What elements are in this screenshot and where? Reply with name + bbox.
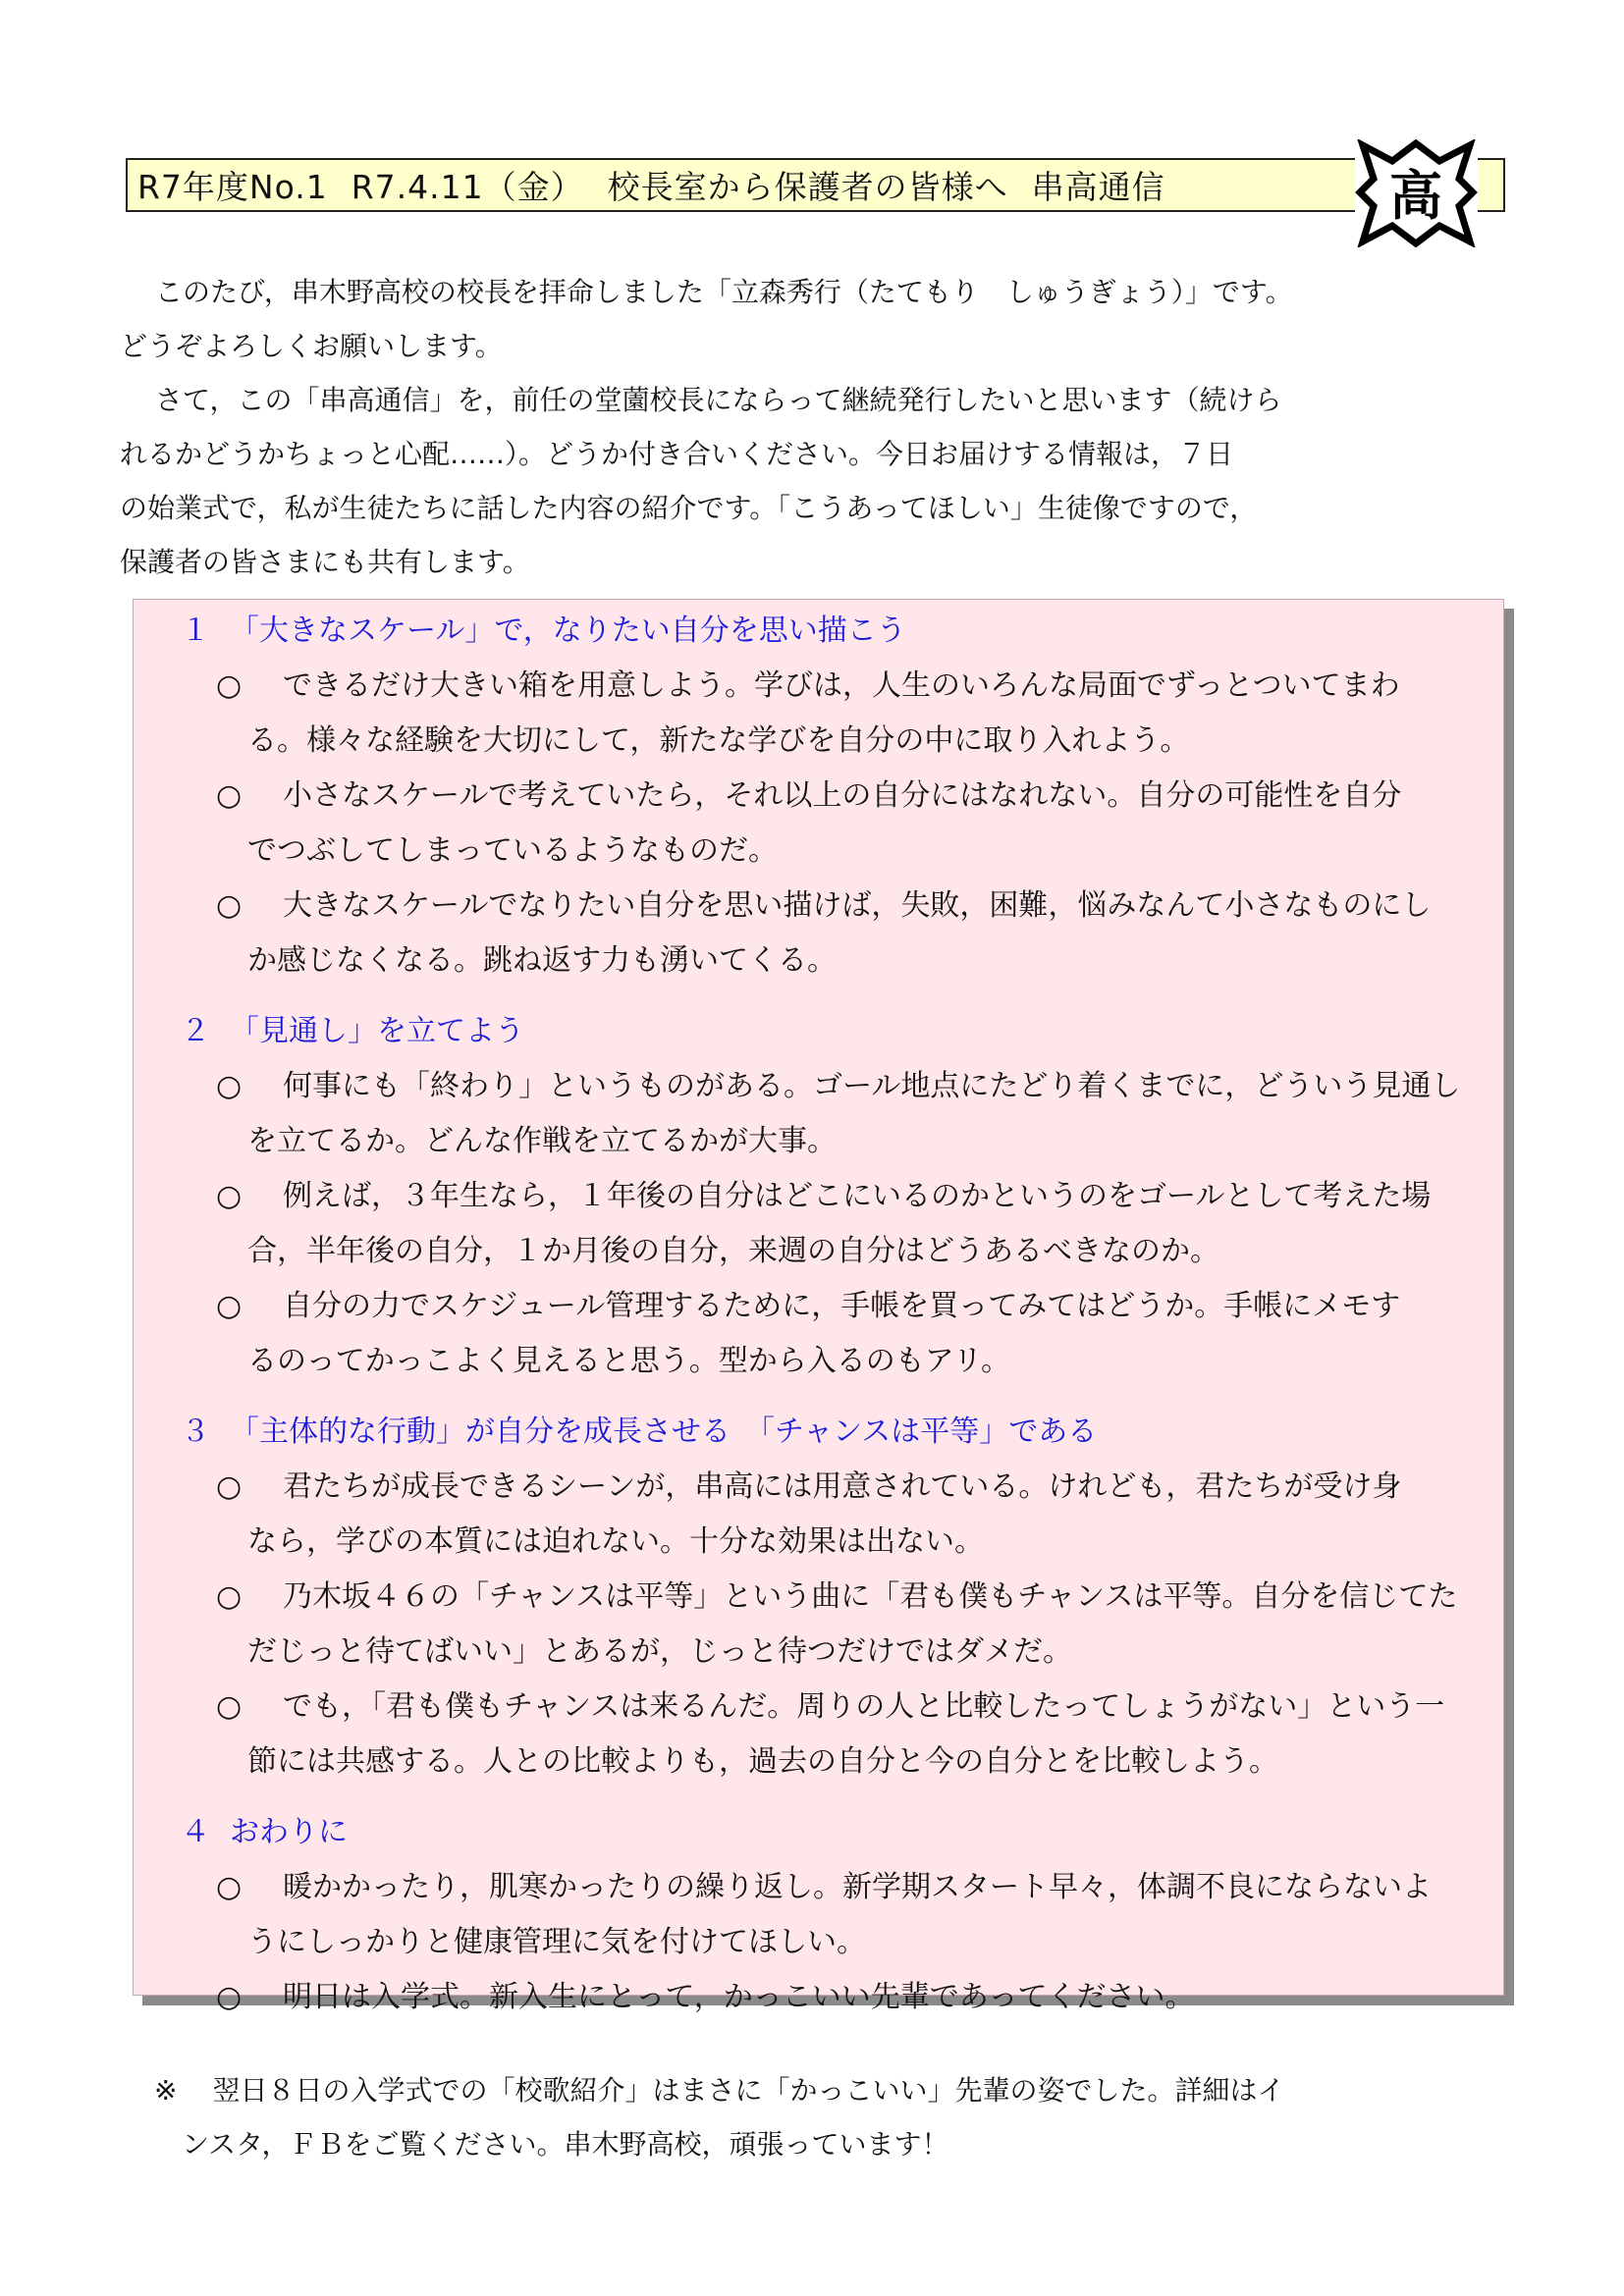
intro-line: の始業式で，私が生徒たちに話した内容の紹介です。「こうあってほしい」生徒像ですので， — [120, 492, 1258, 524]
reference-mark-icon: ※ — [154, 2074, 178, 2107]
section-heading — [181, 612, 906, 651]
section-title: 「主体的な行動」が自分を成長させる 「チャンスは平等」である — [230, 1415, 1098, 1449]
item-text: 例えば，３年生なら，１年後の自分はどこにいるのかというのをゴールとして考えた場 — [283, 1179, 1432, 1213]
content-box — [133, 599, 1504, 2014]
item-text: 大きなスケールでなりたい自分を思い描けば，失敗，困難，悩みなんて小さなものにし — [283, 888, 1432, 923]
list-item-continuation: を立てるか。どんな作戦を立てるかが大事。 — [247, 1124, 837, 1158]
section-number: １ — [181, 614, 210, 648]
intro-line: どうぞよろしくお願いします。 — [120, 330, 503, 362]
section-heading — [181, 1813, 348, 1852]
intro-line: さて，この「串高通信」を，前任の堂薗校長にならって継続発行したいと思います（続けら — [155, 384, 1282, 416]
list-item-continuation: 合，半年後の自分，１か月後の自分，来週の自分はどうあるべきなのか。 — [247, 1234, 1219, 1268]
header-title — [137, 162, 1165, 208]
issue-number: R7年度No.1 — [137, 168, 328, 206]
list-item-continuation: るのってかっこよく見えると思う。型から入るのもアリ。 — [247, 1344, 1010, 1378]
list-item — [216, 667, 1400, 706]
newsletter-name: 串高通信 — [1031, 168, 1165, 206]
circle-bullet-icon: ○ — [216, 1980, 243, 2014]
item-text: 君たちが成長できるシーンが，串高には用意されている。けれども，君たちが受け身 — [283, 1469, 1402, 1504]
newsletter-header — [126, 158, 1505, 212]
school-emblem-icon — [1355, 139, 1478, 247]
item-text: 乃木坂４６の「チャンスは平等」という曲に「君も僕もチャンスは平等。自分を信じてた — [283, 1579, 1458, 1614]
section-heading — [181, 1012, 524, 1051]
item-text: 何事にも「終わり」というものがある。ゴール地点にたどり着くまでに，どういう見通し — [283, 1069, 1461, 1103]
section-title: 「大きなスケール」で，なりたい自分を思い描こう — [230, 614, 906, 648]
section-number: ４ — [181, 1815, 210, 1849]
section-number: ２ — [181, 1014, 210, 1048]
item-text: 自分の力でスケジュール管理するために，手帳を買ってみてはどうか。手帳にメモす — [283, 1289, 1401, 1323]
list-item — [216, 1468, 1401, 1507]
section-title: 「見通し」を立てよう — [230, 1014, 524, 1048]
section-title: おわりに — [230, 1815, 348, 1849]
footnote-text: 翌日８日の入学式での「校歌紹介」はまさに「かっこいい」先輩の姿でした。詳細はイ — [212, 2074, 1285, 2107]
list-item-continuation: る。様々な経験を大切にして，新たな学びを自分の中に取り入れよう。 — [247, 723, 1190, 758]
footnote-line: ンスタ，ＦＢをご覧ください。串木野高校，頑張っています！ — [182, 2128, 949, 2161]
list-item-continuation: なら，学びの本質には迫れない。十分な効果は出ない。 — [247, 1524, 984, 1559]
list-item — [216, 1868, 1432, 1907]
list-item — [216, 776, 1401, 816]
circle-bullet-icon: ○ — [216, 1689, 243, 1724]
item-text: 明日は入学式。新入生にとって，かっこいい先輩であってください。 — [283, 1980, 1195, 2014]
circle-bullet-icon: ○ — [216, 1069, 243, 1103]
circle-bullet-icon: ○ — [216, 778, 243, 813]
intro-line: 保護者の皆さまにも共有します。 — [120, 546, 530, 578]
list-item-continuation: うにしっかりと健康管理に気を付けてほしい。 — [247, 1925, 866, 1959]
footnote — [154, 2063, 1284, 2171]
emblem-character: 高 — [1389, 164, 1442, 227]
section-heading — [181, 1413, 1097, 1452]
circle-bullet-icon: ○ — [216, 1289, 243, 1323]
circle-bullet-icon: ○ — [216, 888, 243, 923]
list-item-continuation: 節には共感する。人との比較よりも，過去の自分と今の自分とを比較しよう。 — [247, 1744, 1278, 1779]
circle-bullet-icon: ○ — [216, 1469, 243, 1504]
header-subtitle: 校長室から保護者の皆様へ — [607, 168, 1008, 206]
list-item — [216, 1067, 1460, 1106]
intro-text — [120, 265, 1514, 589]
circle-bullet-icon: ○ — [216, 1179, 243, 1213]
issue-date: R7.4.11（金） — [351, 168, 584, 206]
circle-bullet-icon: ○ — [216, 1870, 243, 1904]
list-item-continuation: でつぶしてしまっているようなものだ。 — [247, 833, 778, 868]
list-item — [216, 1978, 1195, 2017]
list-item — [216, 886, 1431, 926]
circle-bullet-icon: ○ — [216, 668, 243, 703]
circle-bullet-icon: ○ — [216, 1579, 243, 1614]
item-text: 小さなスケールで考えていたら，それ以上の自分にはなれない。自分の可能性を自分 — [283, 778, 1402, 813]
list-item — [216, 1287, 1400, 1326]
footnote-line — [154, 2063, 1284, 2117]
intro-line: このたび，串木野高校の校長を拝命しました「立森秀行（たてもり しゅうぎょう）」です。 — [155, 276, 1293, 308]
list-item-continuation: か感じなくなる。跳ね返す力も湧いてくる。 — [247, 943, 837, 978]
item-text: できるだけ大きい箱を用意しよう。学びは，人生のいろんな局面でずっとついてまわ — [283, 668, 1400, 703]
list-item-continuation: だじっと待てばいい」とあるが，じっと待つだけではダメだ。 — [247, 1634, 1072, 1669]
list-item — [216, 1577, 1457, 1617]
item-text: でも，「君も僕もチャンスは来るんだ。周りの人と比較したってしょうがない」という一 — [283, 1689, 1445, 1724]
school-emblem-graphic — [1355, 139, 1478, 247]
intro-line: れるかどうかちょっと心配……）。どうか付き合いください。今日お届けする情報は，７日 — [120, 438, 1234, 470]
item-text: 暖かかったり，肌寒かったりの繰り返し。新学期スタート早々，体調不良にならないよ — [283, 1870, 1432, 1904]
section-number: ３ — [181, 1415, 210, 1449]
list-item — [216, 1687, 1444, 1727]
list-item — [216, 1177, 1431, 1216]
